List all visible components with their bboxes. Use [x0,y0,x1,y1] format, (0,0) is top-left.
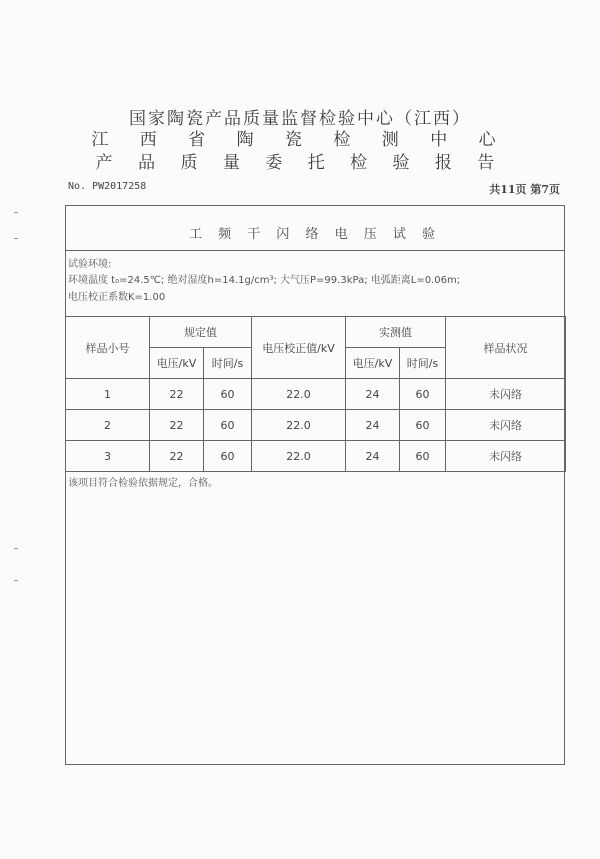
cell-spec-time: 60 [204,441,252,472]
results-table [65,316,566,472]
report-frame [65,205,565,765]
cell-meas-time: 60 [400,379,446,410]
cell-meas-time: 60 [400,441,446,472]
report-number: No. PW2017258 [68,181,147,192]
page-info: 共11页 第7页 [489,183,560,196]
cell-sample: 1 [66,379,150,410]
env-label: 试验环境: [68,259,112,270]
spec-voltage-header: 电压/kV [150,348,204,379]
spec-group-header: 规定值 [150,317,252,348]
env-conditions: 环境温度 t₀=24.5℃; 绝对湿度h=14.1g/cm³; 大气压P=99.3kPa; 电弧距离L=0.06m; [68,275,461,286]
col-sample-header: 样品小号 [66,317,150,379]
report-header-line3: 产 品 质 量 委 托 检 验 报 告 [95,153,505,173]
cell-meas-voltage: 24 [346,379,400,410]
cell-spec-voltage: 22 [150,410,204,441]
measured-group-header: 实测值 [346,317,446,348]
margin-mark [14,548,18,549]
cell-corrected: 22.0 [252,379,346,410]
cell-spec-time: 60 [204,379,252,410]
cell-corrected: 22.0 [252,441,346,472]
spec-time-header: 时间/s [204,348,252,379]
cell-spec-voltage: 22 [150,441,204,472]
cell-sample: 3 [66,441,150,472]
margin-mark [14,238,18,239]
cell-corrected: 22.0 [252,410,346,441]
cell-status: 未闪络 [446,441,566,472]
correction-factor: 电压校正系数K=1.00 [68,292,166,303]
col-status-header: 样品状况 [446,317,566,379]
section-title: 工 频 干 闪 络 电 压 试 验 [188,227,442,242]
conclusion-text: 该项目符合检验依据规定，合格。 [68,478,218,489]
report-header-line1: 国家陶瓷产品质量监督检验中心（江西） [129,109,471,129]
meas-voltage-header: 电压/kV [346,348,400,379]
margin-mark [14,212,18,213]
cell-meas-voltage: 24 [346,410,400,441]
report-header-line2: 江 西 省 陶 瓷 检 测 中 心 [91,130,509,150]
divider [66,250,564,251]
cell-meas-time: 60 [400,410,446,441]
cell-meas-voltage: 24 [346,441,400,472]
cell-status: 未闪络 [446,379,566,410]
cell-spec-voltage: 22 [150,379,204,410]
col-corrected-header: 电压校正值/kV [252,317,346,379]
table-row [66,441,566,472]
cell-sample: 2 [66,410,150,441]
meas-time-header: 时间/s [400,348,446,379]
table-row [66,379,566,410]
cell-status: 未闪络 [446,410,566,441]
cell-spec-time: 60 [204,410,252,441]
margin-mark [14,580,18,581]
table-row [66,410,566,441]
